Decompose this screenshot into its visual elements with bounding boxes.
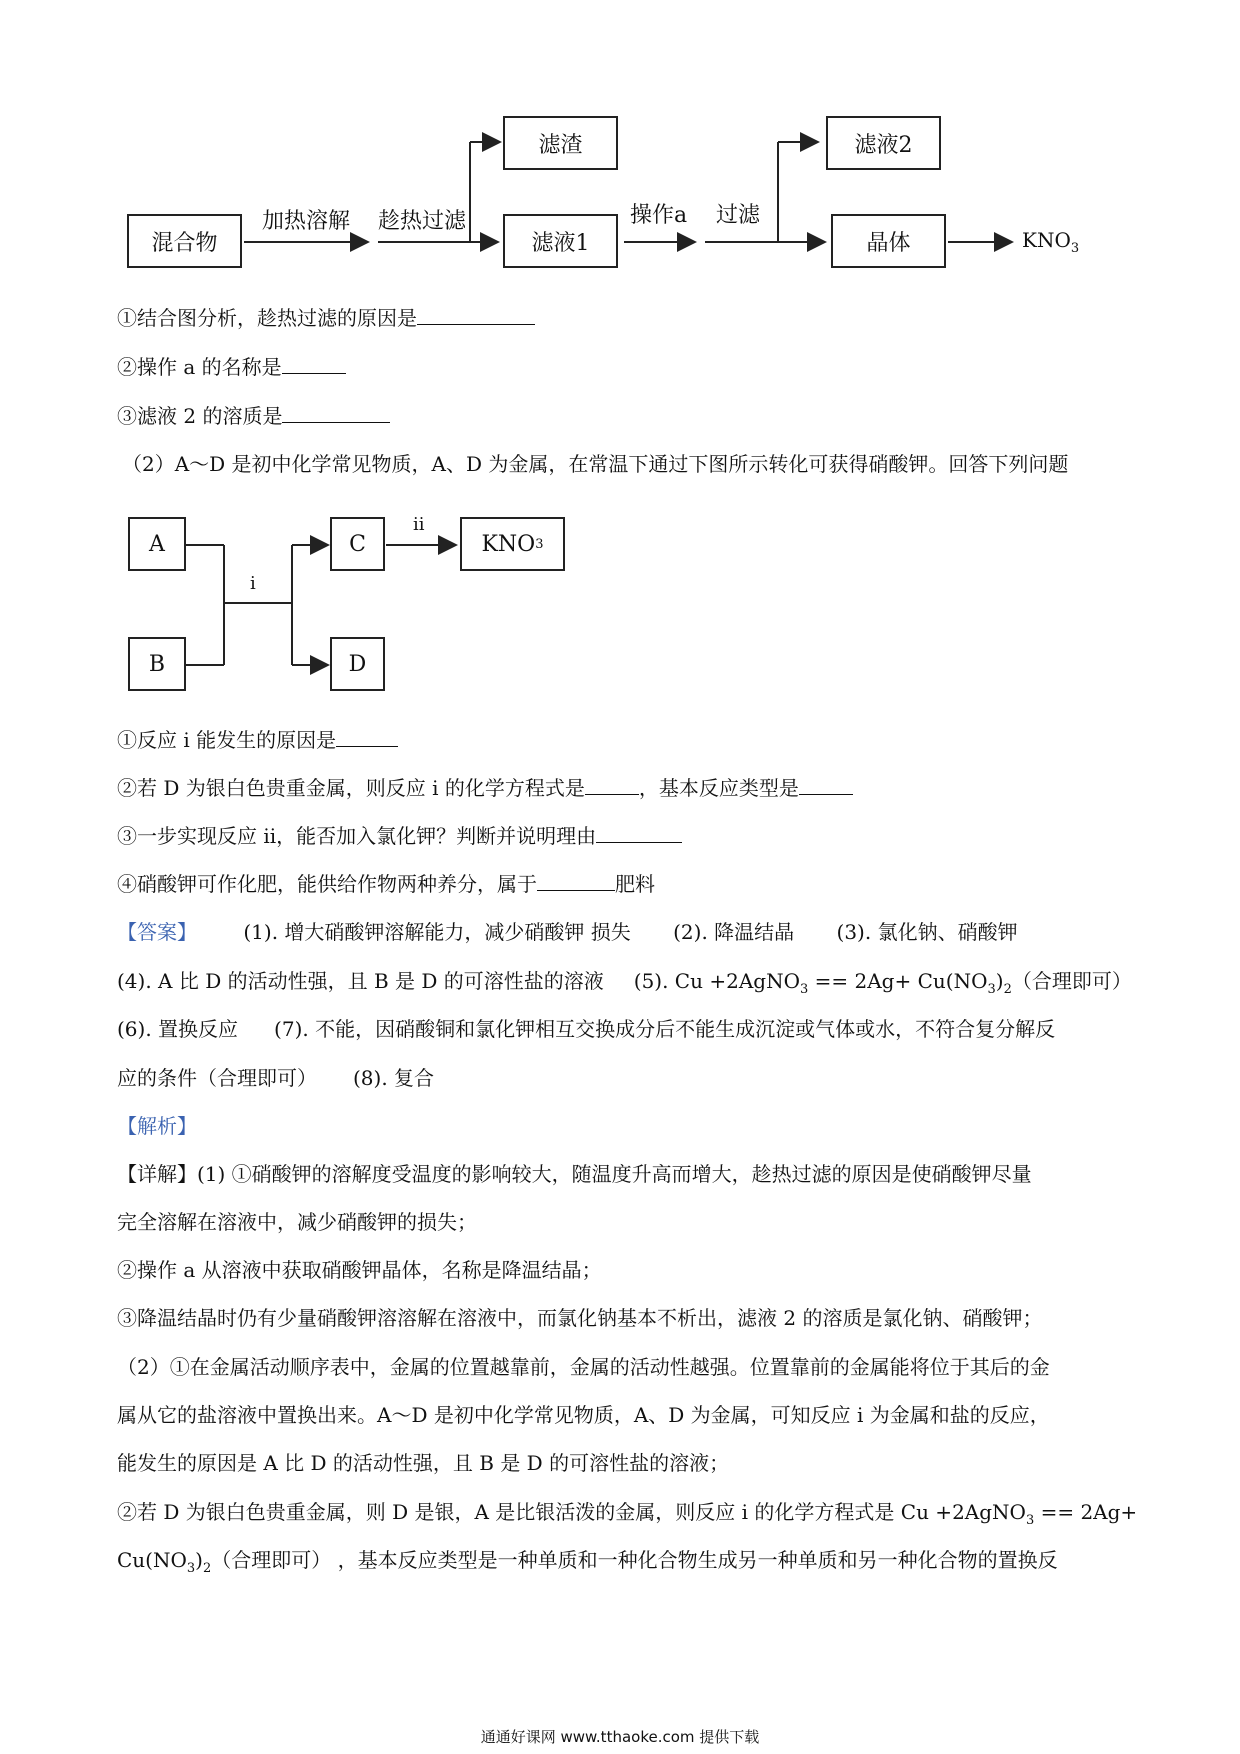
- analysis-line6: 属从它的盐溶液中置换出来。A～D 是初中化学常见物质，A、D 为金属，可知反应 i 为金属和盐的反应，: [117, 1403, 1050, 1427]
- q2-intro: （2）A～D 是初中化学常见物质，A、D 为金属，在常温下通过下图所示转化可获得硝酸钾。回答下列问题: [122, 452, 1069, 476]
- analysis-line1: 【详解】(1) ①硝酸钾的溶解度受温度的影响较大，随温度升高而增大，趁热过滤的原因是使硝酸钾尽量: [117, 1162, 1032, 1186]
- footer-source: 通通好课网 www.tthaoke.com 提供下载: [480, 1728, 760, 1746]
- analysis-line3: ②操作 a 从溶液中获取硝酸钾晶体，名称是降温结晶；: [117, 1258, 602, 1282]
- answer-line1: 【答案】 (1). 增大硝酸钾溶解能力，减少硝酸钾 损失 (2). 降温结晶 (3). 氯化钠、硝酸钾: [117, 920, 1018, 944]
- analysis-line4: ③降温结晶时仍有少量硝酸钾溶溶解在溶液中，而氯化钠基本不析出，滤液 2 的溶质是氯化钠、硝酸钾；: [117, 1306, 1043, 1330]
- box-d: D: [330, 637, 385, 691]
- q1-line1: ①结合图分析，趁热过滤的原因是: [117, 302, 535, 331]
- box-filtrate1: 滤液1: [503, 214, 618, 268]
- box-kno3: KNO 3: [460, 517, 565, 571]
- answer-line2: (4). A 比 D 的活动性强，且 B 是 D 的可溶性盐的溶液 (5). Cu +2AgNO$_3$ == $2Ag+ Cu(NO_3)_2$（合理即可）: [117, 969, 1132, 997]
- label-operation-a: 操作a: [630, 203, 688, 228]
- analysis-line2: 完全溶解在溶液中，减少硝酸钾的损失；: [117, 1210, 477, 1234]
- box-a: A: [128, 517, 186, 571]
- label-hot-filter: 趁热过滤: [378, 209, 467, 234]
- box-mixture: 混合物: [127, 214, 242, 268]
- box-c: C: [330, 517, 385, 571]
- label-kno3-product: $KNO_3$: [1022, 228, 1080, 256]
- analysis-line5: （2）①在金属活动顺序表中，金属的位置越靠前，金属的活动性越强。位置靠前的金属能将位于其后的金: [117, 1355, 1050, 1379]
- q2-line3: ③一步实现反应 ii，能否加入氯化钾？判断并说明理由: [117, 820, 682, 849]
- label-heat-dissolve: 加热溶解: [262, 209, 351, 234]
- answer-tag: 【答案】: [117, 920, 197, 944]
- analysis-line9: $Cu(NO_3)_2$（合理即可） ，基本反应类型是一种单质和一种化合物生成另一种单质和另一种化合物的置换反: [117, 1548, 1058, 1576]
- box-residue: 滤渣: [503, 116, 618, 170]
- label-reaction-ii: ii: [413, 514, 425, 535]
- label-filter: 过滤: [716, 203, 761, 228]
- analysis-line8: ②若 D 为银白色贵重金属，则 D 是银，A 是比银活泼的金属，则反应 i 的化学方程式是 Cu +2AgNO$_3$ == 2Ag+: [117, 1500, 1138, 1528]
- q1-line3: ③滤液 2 的溶质是: [117, 400, 390, 429]
- label-reaction-i: i: [250, 573, 256, 594]
- analysis-line7: 能发生的原因是 A 比 D 的活动性强，且 B 是 D 的可溶性盐的溶液；: [117, 1451, 730, 1475]
- box-crystal: 晶体: [831, 214, 946, 268]
- q1-line2: ②操作 a 的名称是: [117, 351, 346, 380]
- box-b: B: [128, 637, 186, 691]
- q2-line1: ①反应 i 能发生的原因是: [117, 724, 398, 753]
- answer-line3: (6). 置换反应 (7). 不能，因硝酸铜和氯化钾相互交换成分后不能生成沉淀或气体或水，不符合复分解反: [117, 1017, 1056, 1041]
- answer-line4: 应的条件（合理即可） (8). 复合: [117, 1066, 435, 1090]
- analysis-tag: 【解析】: [117, 1114, 197, 1138]
- box-filtrate2: 滤液2: [826, 116, 941, 170]
- q2-line4: ④硝酸钾可作化肥，能供给作物两种养分，属于 肥料: [117, 872, 655, 896]
- q2-line2: ②若 D 为银白色贵重金属，则反应 i 的化学方程式是 ，基本反应类型是: [117, 772, 853, 801]
